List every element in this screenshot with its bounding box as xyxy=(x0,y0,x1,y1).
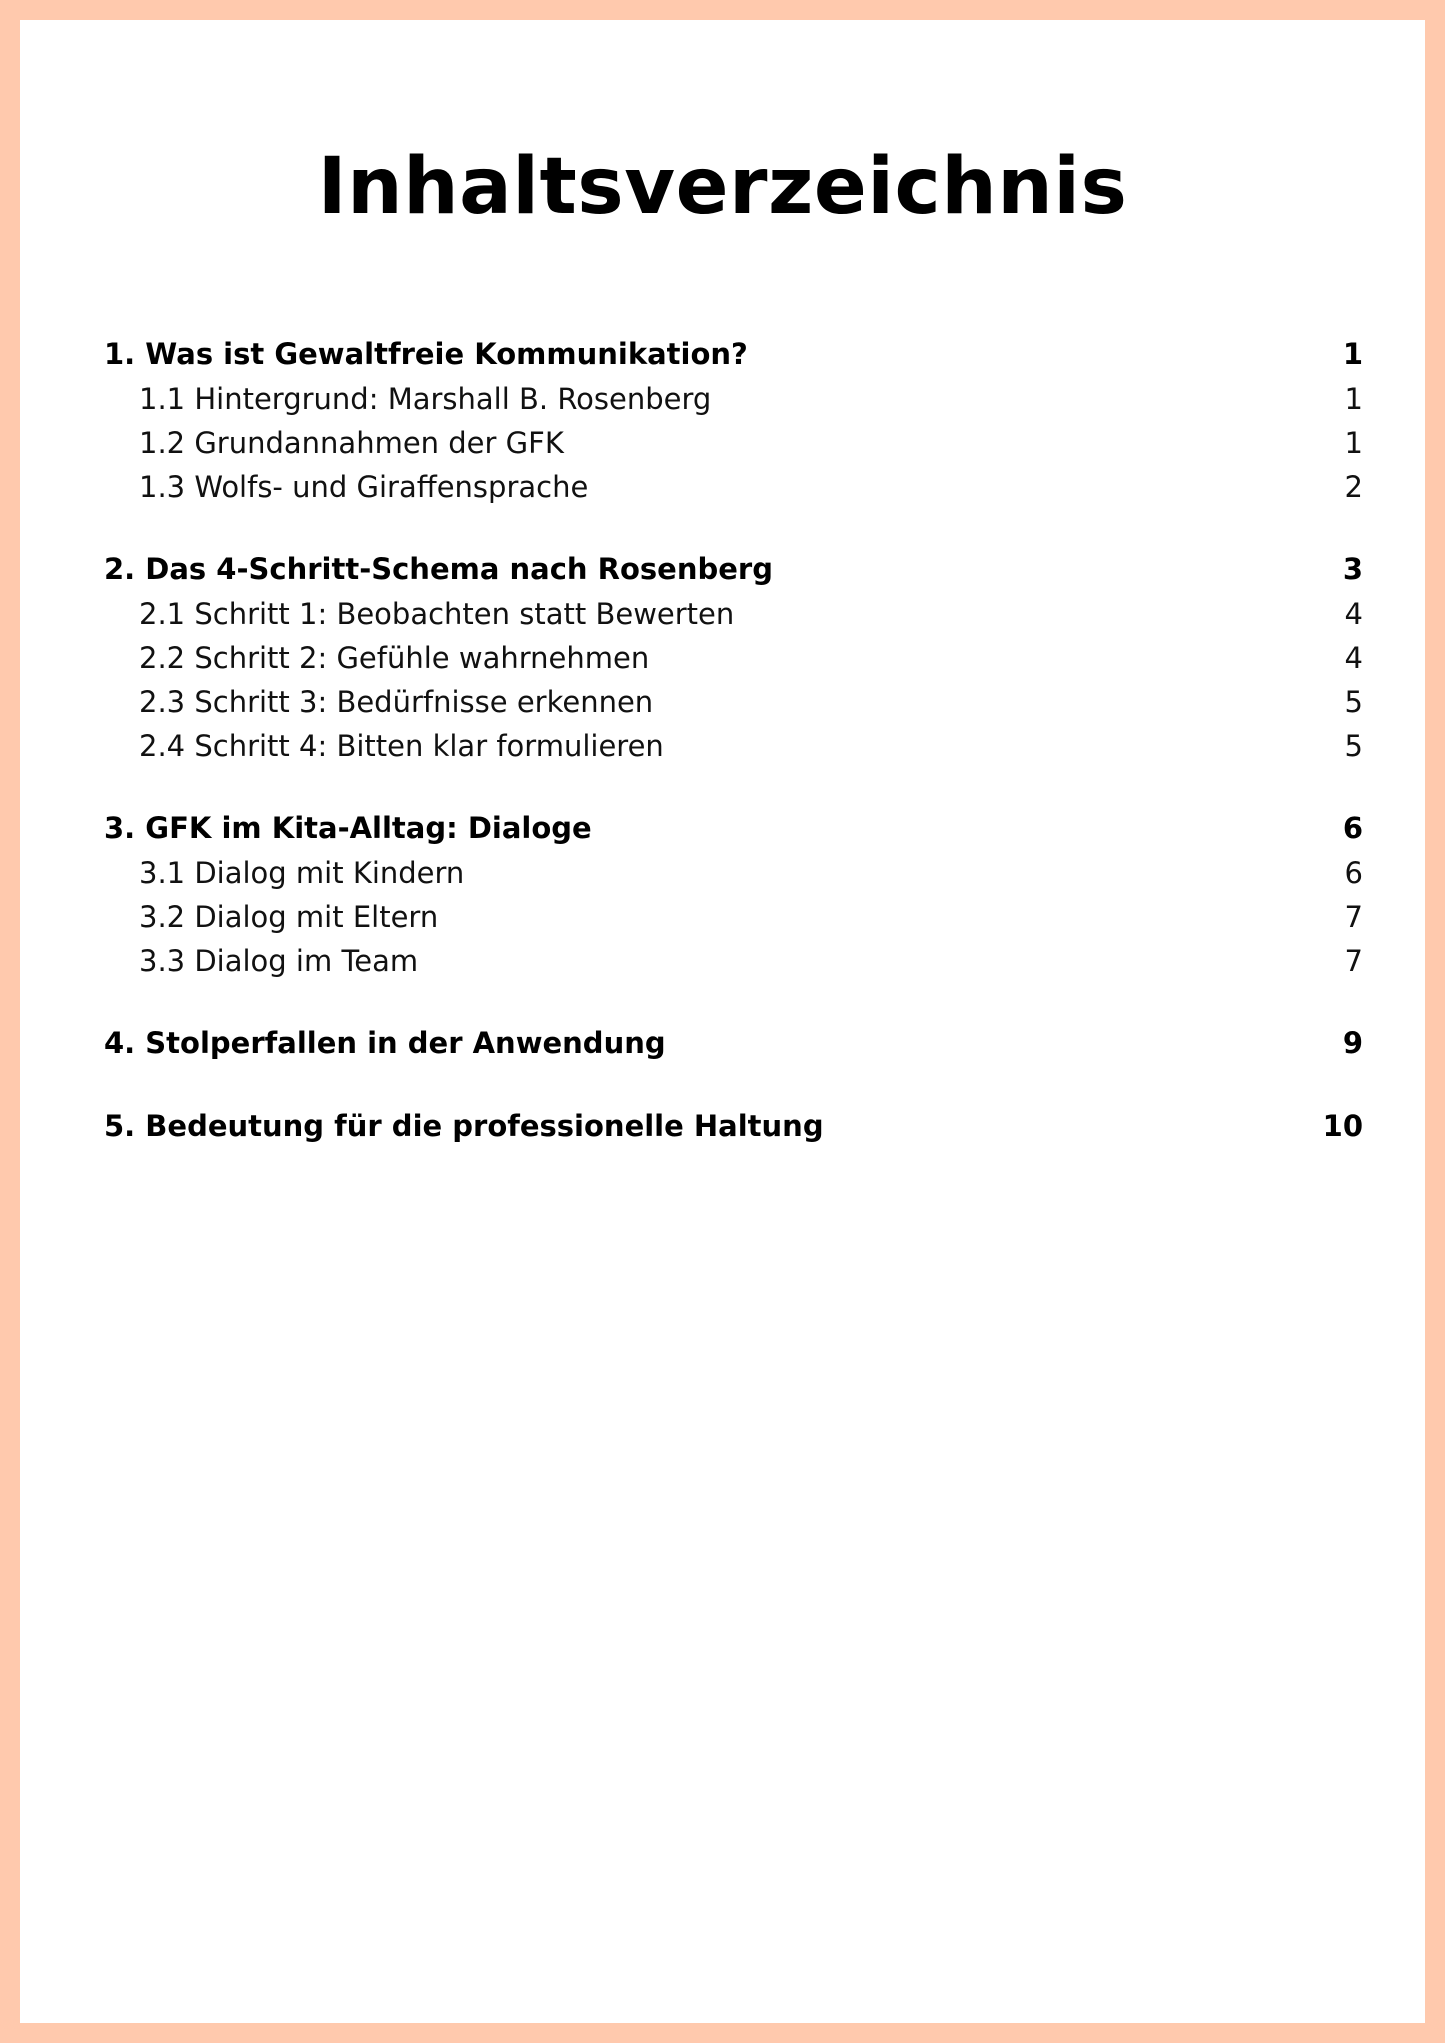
toc-entry-5[interactable] xyxy=(104,1103,1363,1149)
toc-entry-label: 3.2 Dialog mit Eltern xyxy=(139,900,439,934)
toc-entry-label: 2.3 Schritt 3: Bedürfnisse erkennen xyxy=(139,685,654,719)
toc-entry-page: 2 xyxy=(1344,470,1363,504)
toc-section-3 xyxy=(104,805,1363,983)
toc-entry-3-2[interactable] xyxy=(104,895,1363,939)
toc-entry-1-1[interactable] xyxy=(104,377,1363,421)
toc-entry-page: 1 xyxy=(1342,337,1363,371)
toc-entry-page: 5 xyxy=(1344,685,1363,719)
toc-entry-label: 2.1 Schritt 1: Beobachten statt Bewerten xyxy=(139,597,735,631)
toc-entry-label: 3.3 Dialog im Team xyxy=(139,944,419,978)
toc-entry-4[interactable] xyxy=(104,1020,1363,1066)
toc-entry-page: 6 xyxy=(1342,811,1363,845)
toc-entry-page: 7 xyxy=(1344,900,1363,934)
toc-entry-1-3[interactable] xyxy=(104,465,1363,509)
toc-section-5 xyxy=(104,1103,1363,1149)
toc-entry-2-4[interactable] xyxy=(104,724,1363,768)
toc-entry-page: 3 xyxy=(1342,552,1363,586)
page-title: Inhaltsverzeichnis xyxy=(317,142,1128,232)
toc-entry-label: 1. Was ist Gewaltfreie Kommunikation? xyxy=(104,337,748,371)
toc-entry-2-2[interactable] xyxy=(104,636,1363,680)
toc-entry-2-1[interactable] xyxy=(104,592,1363,636)
toc-section-2 xyxy=(104,546,1363,768)
toc-entry-page: 6 xyxy=(1344,856,1363,890)
toc-entry-page: 1 xyxy=(1344,426,1363,460)
toc-entry-label: 2.2 Schritt 2: Gefühle wahrnehmen xyxy=(139,641,650,675)
toc-entry-label: 3. GFK im Kita-Alltag: Dialoge xyxy=(104,811,592,845)
toc-entry-3-3[interactable] xyxy=(104,939,1363,983)
toc-entry-page: 4 xyxy=(1344,641,1363,675)
toc-section-4 xyxy=(104,1020,1363,1066)
toc-entry-2[interactable] xyxy=(104,546,1363,592)
toc-entry-page: 4 xyxy=(1344,597,1363,631)
toc-entry-1-2[interactable] xyxy=(104,421,1363,465)
toc-entry-1[interactable] xyxy=(104,331,1363,377)
toc-entry-3-1[interactable] xyxy=(104,851,1363,895)
toc-entry-page: 9 xyxy=(1342,1026,1363,1060)
toc-entry-page: 1 xyxy=(1344,382,1363,416)
document-page xyxy=(20,20,1425,2023)
toc-entry-label: 2. Das 4-Schritt-Schema nach Rosenberg xyxy=(104,552,773,586)
table-of-contents xyxy=(104,331,1363,1186)
toc-entry-label: 2.4 Schritt 4: Bitten klar formulieren xyxy=(139,729,664,763)
toc-entry-label: 1.2 Grundannahmen der GFK xyxy=(139,426,564,460)
toc-entry-label: 4. Stolperfallen in der Anwendung xyxy=(104,1026,666,1060)
toc-entry-3[interactable] xyxy=(104,805,1363,851)
toc-entry-label: 5. Bedeutung für die professionelle Haltung xyxy=(104,1109,824,1143)
toc-entry-page: 10 xyxy=(1322,1109,1363,1143)
toc-entry-page: 7 xyxy=(1344,944,1363,978)
toc-entry-2-3[interactable] xyxy=(104,680,1363,724)
toc-section-1 xyxy=(104,331,1363,509)
toc-entry-label: 1.3 Wolfs- und Giraffensprache xyxy=(139,470,589,504)
toc-entry-page: 5 xyxy=(1344,729,1363,763)
toc-entry-label: 1.1 Hintergrund: Marshall B. Rosenberg xyxy=(139,382,712,416)
toc-entry-label: 3.1 Dialog mit Kindern xyxy=(139,856,465,890)
